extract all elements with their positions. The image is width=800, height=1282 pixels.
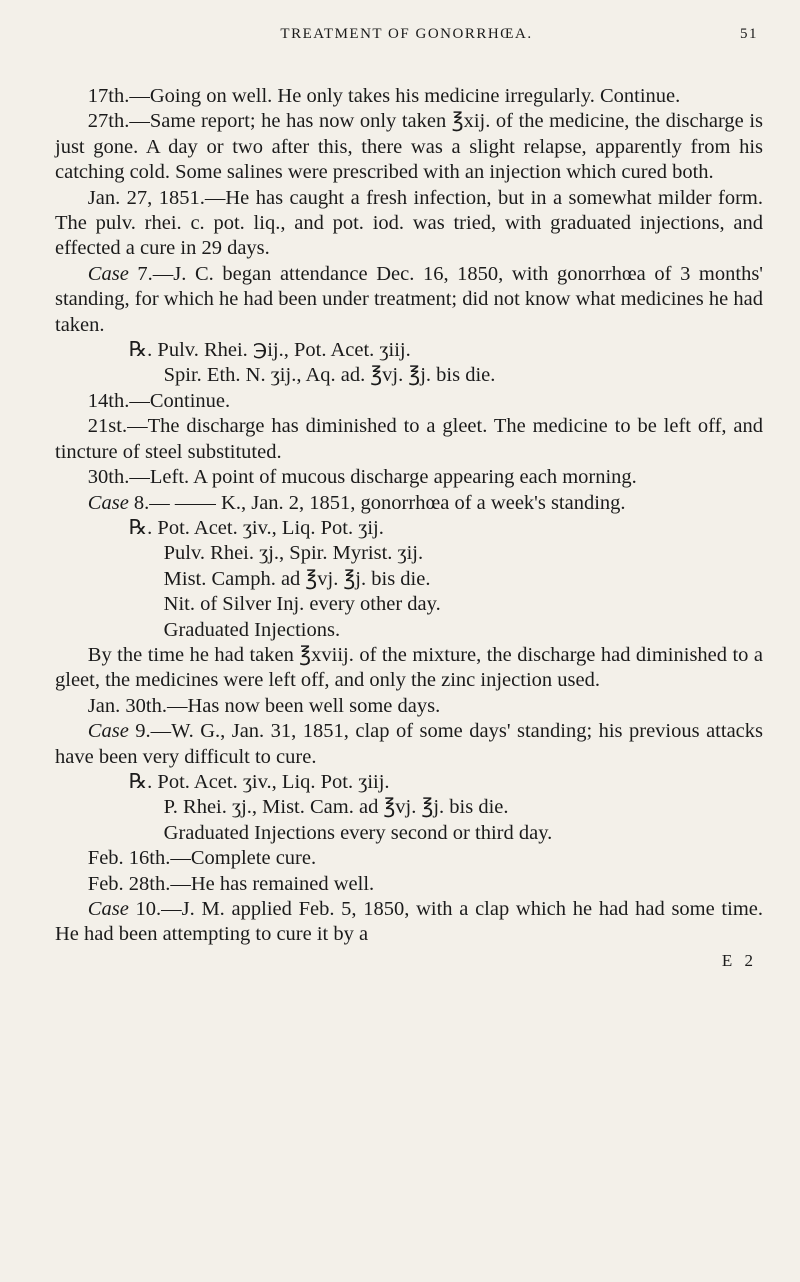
case-paragraph bbox=[55, 897, 763, 948]
case-paragraph bbox=[55, 719, 763, 770]
signature-mark: E 2 bbox=[721, 950, 757, 970]
case-paragraph bbox=[55, 491, 763, 516]
paragraph: 17th.—Going on well. He only takes his medicine irregularly. Continue. bbox=[87, 85, 681, 107]
paragraph: Jan. 27, 1851.—He has caught a fresh infection, but in a somewhat milder form. The pulv. rhei. c. pot. liq., and pot. iod. was tried, with graduated injections, and effected a cure in 29 days. bbox=[55, 186, 763, 260]
prescription-line: P. Rhei. ʒj., Mist. Cam. ad ℥vj. ℥j. bis die. bbox=[163, 796, 509, 819]
paragraph: 21st.—The discharge has diminished to a gleet. The medicine to be left off, and tincture of steel substituted. bbox=[55, 415, 763, 463]
prescription-line: ℞. Pulv. Rhei. ℈ij., Pot. Acet. ʒiij. bbox=[128, 339, 411, 362]
case-label: Case bbox=[87, 898, 129, 920]
prescription-line: Pulv. Rhei. ʒj., Spir. Myrist. ʒij. bbox=[163, 542, 424, 565]
case-label: Case bbox=[87, 491, 129, 514]
paragraph: 14th.—Continue. bbox=[87, 389, 231, 412]
prescription-line: ℞. Pot. Acet. ʒiv., Liq. Pot. ʒiij. bbox=[128, 770, 390, 793]
paragraph: 27th.—Same report; he has now only taken ℥xij. of the medicine, the discharge is just gone. A day or two after this, there was a slight relapse, apparently from his catching cold. Some salines were prescribed with an injection which cured both. bbox=[55, 110, 763, 184]
prescription-line: Graduated Injections every second or third day. bbox=[163, 821, 553, 844]
case-label: Case bbox=[87, 720, 129, 743]
running-title: TREATMENT OF GONORRHŒA. bbox=[280, 26, 533, 42]
page-number: 51 bbox=[740, 26, 758, 42]
prescription-line: ℞. Pot. Acet. ʒiv., Liq. Pot. ʒij. bbox=[128, 516, 384, 539]
case-paragraph bbox=[55, 262, 763, 338]
paragraph: Feb. 16th.—Complete cure. bbox=[87, 847, 317, 870]
paragraph: By the time he had taken ℥xviij. of the mixture, the discharge had diminished to a gleet, the medicines were left off, and only the zinc injection used. bbox=[55, 643, 763, 692]
case-text: 7.—J. C. began attendance Dec. 16, 1850, with gonorrhœa of 3 months' standing, for which he had been under treatment; did not know what medicines he had taken. bbox=[55, 262, 763, 336]
prescription-line: Spir. Eth. N. ʒij., Aq. ad. ℥vj. ℥j. bis die. bbox=[163, 364, 496, 387]
prescription-line: Nit. of Silver Inj. every other day. bbox=[163, 593, 441, 616]
paragraph: Jan. 30th.—Has now been well some days. bbox=[87, 694, 441, 717]
body-text bbox=[55, 84, 763, 973]
case-label: Case bbox=[87, 262, 129, 285]
prescription-line: Graduated Injections. bbox=[163, 618, 341, 641]
case-text: 9.—W. G., Jan. 31, 1851, clap of some days' standing; his previous attacks have been very difficult to cure. bbox=[55, 720, 763, 768]
page-header bbox=[55, 26, 758, 50]
prescription-line: Mist. Camph. ad ℥vj. ℥j. bis die. bbox=[163, 567, 431, 590]
paragraph: Feb. 28th.—He has remained well. bbox=[87, 872, 375, 895]
case-text: 10.—J. M. applied Feb. 5, 1850, with a clap which he had had some time. He had been attempting to cure it by a bbox=[55, 898, 763, 946]
paragraph: 30th.—Left. A point of mucous discharge appearing each morning. bbox=[87, 466, 637, 489]
case-text: 8.— —— K., Jan. 2, 1851, gonorrhœa of a week's standing. bbox=[128, 491, 626, 514]
